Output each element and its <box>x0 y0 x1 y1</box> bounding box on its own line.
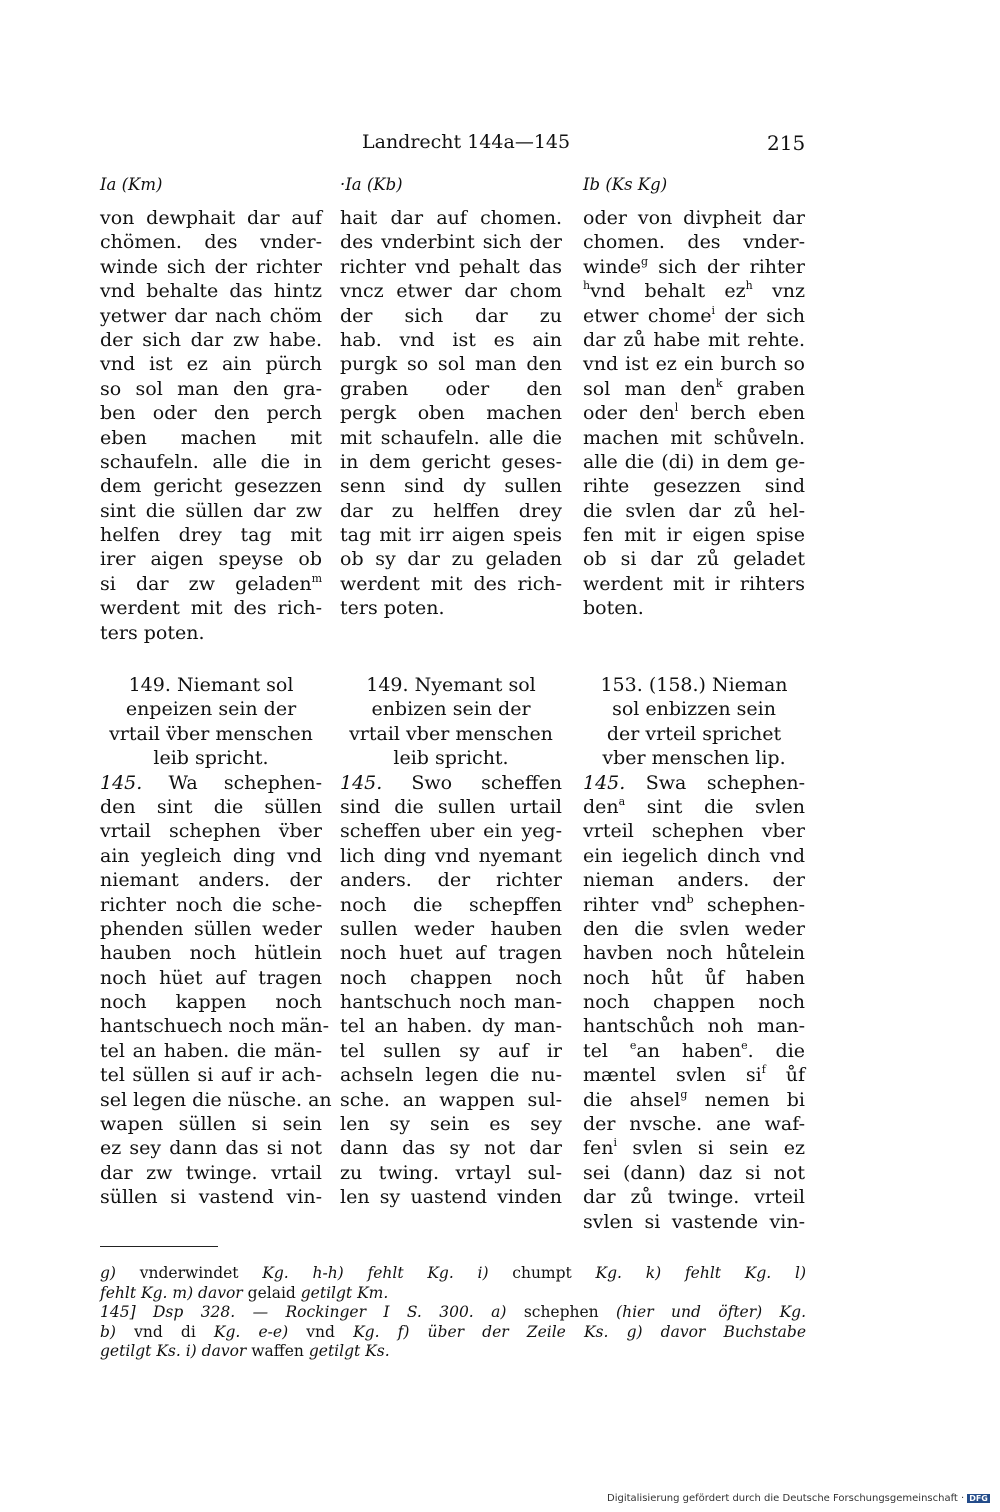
text-line: tel $^e$an haben$^e$. die <box>583 1038 806 1062</box>
text-line: chomen. des vnder- <box>583 231 805 254</box>
text-line: si dar zw geladen$^m$ <box>100 571 322 595</box>
text-line: von dewphait dar auf <box>100 207 322 229</box>
text-line: richter noch die sche- <box>100 893 322 916</box>
text-line: pergk oben machen <box>340 402 562 425</box>
text-line: so sol man den gra- <box>100 377 322 400</box>
footer-text: Digitalisierung gefördert durch die Deutsche Forschungsgemeinschaft · <box>607 1493 965 1504</box>
text-line: noch chappen noch <box>583 991 805 1014</box>
footnote-line: 145] Dsp 328. — Rockinger I S. 300. a) schephen (hier und öfter) Kg. <box>100 1303 806 1322</box>
text-line: sol enbizzen sein <box>612 698 776 721</box>
text-line: winde$^g$ sich der rihter <box>583 254 805 278</box>
text-line: niemant anders. der <box>100 869 322 892</box>
text-line: mit schaufeln. alle die <box>340 426 562 449</box>
text-line: fen$^i$ svlen si sein ez <box>583 1136 805 1160</box>
text-line: werdent mit des rich- <box>340 572 562 595</box>
text-line: sche. an wappen sul- <box>340 1088 562 1111</box>
text-line: die ahsel$^g$ nemen bi <box>583 1087 805 1111</box>
text-line: purgk so sol man den <box>340 353 562 376</box>
text-line: phenden süllen weder <box>100 917 322 940</box>
text-line: rihte gesezzen sind <box>583 475 805 498</box>
text-line: yetwer dar nach chöm <box>100 304 322 327</box>
text-line: der sich dar zu <box>340 304 562 327</box>
text-line: winde sich der richter <box>100 255 322 278</box>
text-line: sint die süllen dar zw <box>100 499 322 522</box>
footnote-line: g) vnderwindet Kg. h-h) fehlt Kg. i) chumpt Kg. k) fehlt Kg. l) <box>100 1264 806 1282</box>
text-line: die svlen dar zů hel- <box>583 499 805 522</box>
text-line: ez sey dann das si not <box>100 1137 322 1160</box>
text-line: rihter vnd$^b$ schephen- <box>583 892 806 916</box>
text-line: machen mit schůveln. <box>583 426 805 449</box>
text-line: tel an haben. die män- <box>100 1039 322 1062</box>
text-line: enbizen sein der <box>371 698 531 721</box>
text-line: senn sind dy sullen <box>340 475 562 498</box>
text-line: irer aigen speyse ob <box>100 548 322 571</box>
text-line: eben machen mit <box>100 426 322 449</box>
text-line: vnd ist ez ein burch so <box>583 353 805 376</box>
text-line: vrtail schephen v̈ber <box>100 820 322 843</box>
text-line: sel legen die nüsche. an <box>100 1088 332 1111</box>
text-line: noch kappen noch <box>100 991 322 1014</box>
text-line: dann das sy not dar <box>340 1137 562 1160</box>
text-line: vrteil schephen vber <box>583 820 805 843</box>
text-line: havben noch hůtelein <box>583 942 805 965</box>
text-line: len sy uastend vinden <box>340 1186 562 1209</box>
footnote-rule <box>100 1246 218 1247</box>
text-line: 149. Niemant sol <box>128 674 294 696</box>
text-line: vnd behalte das hintz <box>100 280 322 303</box>
text-line: noch hüet auf tragen <box>100 966 322 989</box>
text-line: len sy sein es sey <box>340 1113 562 1136</box>
text-line: mæntel svlen $si^f$ ůf <box>583 1063 805 1087</box>
text-line: ob sy dar zu geladen <box>340 548 562 571</box>
text-line: vber menschen lip. <box>602 747 786 770</box>
text-line: lich ding vnd nyemant <box>340 844 562 867</box>
text-line: hab. vnd ist es ain <box>340 328 562 351</box>
text-line: süllen si vastend vin- <box>100 1186 322 1209</box>
column-heading-3: Ib (Ks Kg) <box>583 175 668 194</box>
text-line: hantschůch noh man- <box>583 1015 805 1038</box>
text-line: wapen süllen si sein <box>100 1113 322 1136</box>
text-line: dar zů habe mit rehte. <box>583 328 805 351</box>
text-line: helfen drey tag mit <box>100 524 322 547</box>
text-line: werdent mit des rich- <box>100 597 322 620</box>
footnote-line: b) vnd di Kg. e-e) vnd Kg. f) über der Zeile Ks. g) davor Buchstabe <box>100 1322 807 1341</box>
text-line: sol man den$^k$ graben <box>583 376 805 400</box>
text-line: der sich dar zw habe. <box>100 328 322 351</box>
text-line: hauben noch hütlein <box>100 942 322 965</box>
text-line: hantschuch noch man- <box>340 991 562 1014</box>
text-line: zu twing. vrtayl sul- <box>340 1161 562 1184</box>
footnote-line: getilgt Ks. i) davor waffen getilgt Ks. <box>100 1342 390 1361</box>
text-line: tel süllen si auf ir ach- <box>100 1064 322 1087</box>
text-line: dar zw twinge. vrtail <box>100 1161 322 1184</box>
text-line: oder den$^l$ berch eben <box>583 401 805 425</box>
column-1-block-2 <box>100 673 332 1210</box>
text-line: oder von divpheit dar <box>583 207 805 229</box>
text-line: tel an haben. dy man- <box>340 1015 562 1038</box>
text-line: der vrteil sprichet <box>606 722 782 745</box>
text-line: ters poten. <box>100 621 205 644</box>
text-line: dar zu helffen drey <box>340 499 562 522</box>
text-line: ob si dar zů geladet <box>583 548 805 571</box>
text-line: enpeizen sein der <box>125 698 297 721</box>
text-line: den die svlen weder <box>583 917 805 940</box>
text-line: tel sullen sy auf ir <box>340 1039 562 1062</box>
text-line: noch chappen noch <box>340 966 562 989</box>
text-line: vncz etwer dar chom <box>340 280 562 303</box>
text-line: sei (dann) daz si not <box>583 1161 805 1184</box>
dfg-logo: DFG <box>969 1494 988 1503</box>
text-line: nieman anders. der <box>583 869 805 892</box>
text-line: dar zů twinge. vrteil <box>583 1186 805 1209</box>
text-line: richter vnd pehalt das <box>340 255 562 278</box>
footnotes <box>100 1264 806 1362</box>
column-heading-2: ·Ia (Kb) <box>340 175 403 194</box>
text-line: ters poten. <box>340 597 445 620</box>
text-line: graben oder den <box>340 377 562 400</box>
text-line: den$^a$ sint die svlen <box>583 794 805 818</box>
text-line: dem gericht gesezzen <box>100 475 322 498</box>
text-line: vrtail v̈ber menschen <box>109 722 313 745</box>
text-line: noch hůt ůf haben <box>583 966 805 989</box>
column-2-block-2 <box>340 673 562 1210</box>
text-line: ain yegleich ding vnd <box>100 844 322 867</box>
text-line: 145. Swo scheffen <box>340 771 562 794</box>
column-heading-1: Ia (Km) <box>100 175 163 194</box>
text-line: tag mit irr aigen speis <box>340 524 562 547</box>
text-line: ben oder den perch <box>100 402 322 425</box>
text-line: des vnderbint sich der <box>340 231 562 254</box>
text-line: svlen si vastende vin- <box>583 1210 805 1233</box>
running-header: Landrecht 144a—145 <box>362 131 571 153</box>
text-line: 145. Swa schephen- <box>583 771 805 794</box>
text-line: noch die schepffen <box>340 893 562 916</box>
column-3-block-1 <box>583 206 805 621</box>
text-line: chömen. des vnder- <box>100 231 322 254</box>
text-line: hantschuech noch män- <box>100 1015 330 1038</box>
page-number: 215 <box>767 131 806 155</box>
text-line: leib spricht. <box>153 747 269 770</box>
text-line: den sint die süllen <box>100 795 322 818</box>
text-line: ein iegelich dinch vnd <box>583 844 805 867</box>
text-line: der nvsche. ane waf- <box>583 1113 805 1136</box>
text-line: scheffen uber ein yeg- <box>340 820 562 843</box>
text-line: vrtail vber menschen <box>349 722 553 745</box>
column-1-block-1 <box>100 206 322 645</box>
column-3-block-2 <box>583 673 805 1234</box>
text-line: alle die (di) in dem ge- <box>583 450 805 473</box>
text-line: boten. <box>583 597 644 620</box>
text-line: schaufeln. alle die in <box>100 450 322 473</box>
text-line: vnd ist ez ain pürch <box>100 353 322 376</box>
text-line: achseln legen die nu- <box>340 1064 562 1087</box>
text-line: etwer chome$^i$ der sich <box>583 303 805 327</box>
text-line: fen mit ir eigen spise <box>583 524 805 547</box>
text-line: anders. der richter <box>340 869 562 892</box>
footer-credit <box>607 1493 990 1504</box>
text-line: sind die sullen urtail <box>340 795 562 818</box>
text-line: noch huet auf tragen <box>340 942 562 965</box>
text-line: hait dar auf chomen. <box>340 207 562 229</box>
column-2-block-1 <box>340 206 562 621</box>
text-line: werdent mit ir rihters <box>583 572 805 595</box>
text-line: in dem gericht geses- <box>340 450 562 473</box>
text-line: 145. Wa schephen- <box>100 771 322 794</box>
text-line: 153. (158.) Nieman <box>600 674 788 696</box>
text-line: 149. Nyemant sol <box>366 674 536 696</box>
text-line: $^h$vnd behalt $ez^h$ vnz <box>583 279 805 303</box>
footnote-line: fehlt Kg. m) davor gelaid getilgt Km. <box>100 1283 389 1302</box>
text-line: leib spricht. <box>393 747 509 770</box>
text-line: sullen weder hauben <box>340 917 562 940</box>
